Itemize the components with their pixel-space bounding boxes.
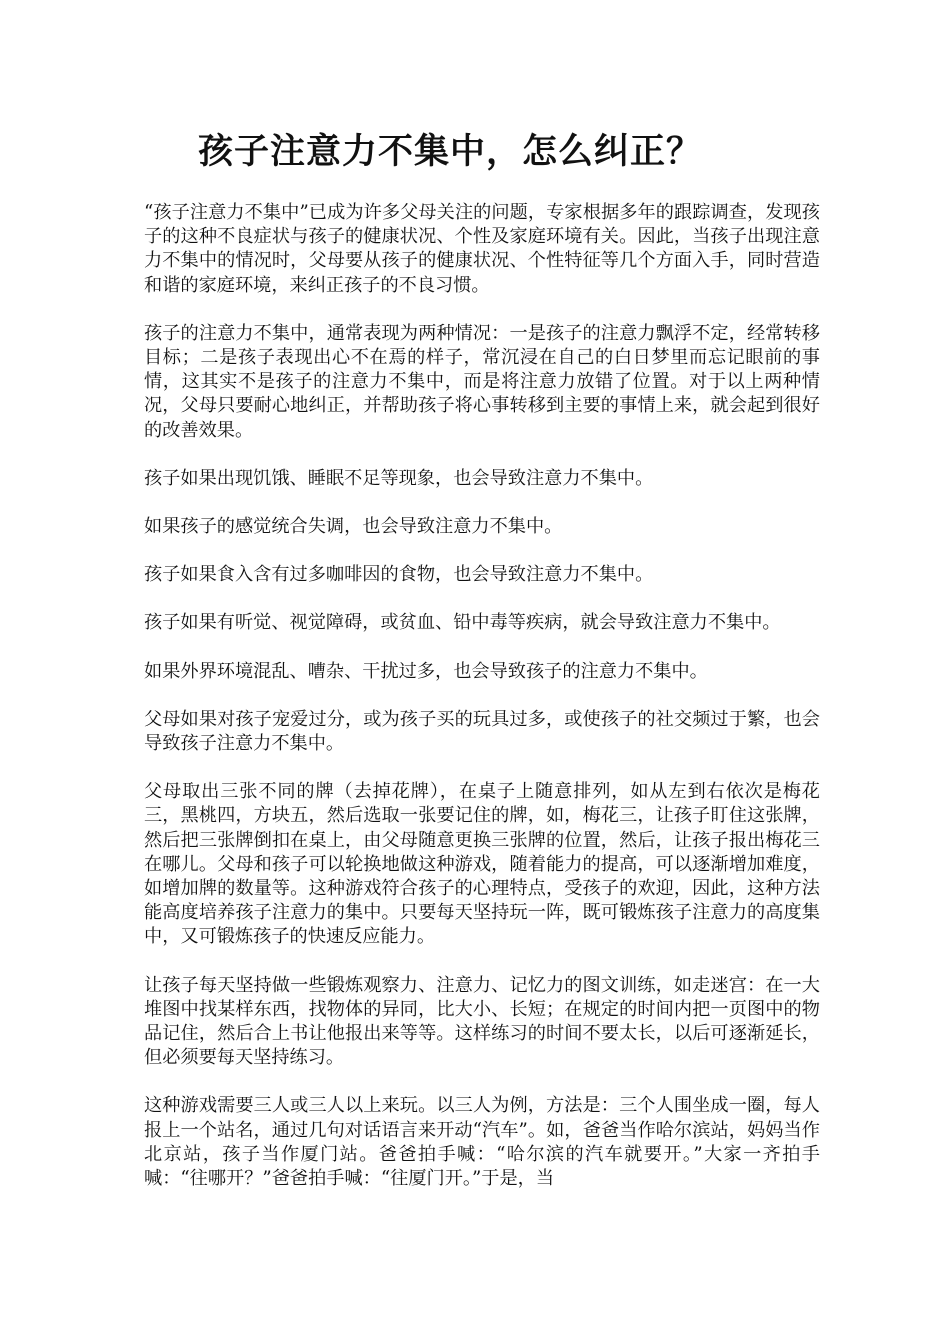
paragraph-cause-environment: 如果外界环境混乱、嘈杂、干扰过多，也会导致孩子的注意力不集中。 — [144, 660, 708, 682]
paragraph-cause-illness: 孩子如果有听觉、视觉障碍，或贫血、铅中毒等疾病，就会导致注意力不集中。 — [144, 612, 781, 634]
paragraph-cause-hunger: 孩子如果出现饥饿、睡眠不足等现象，也会导致注意力不集中。 — [144, 467, 654, 489]
paragraph-intro: “孩子注意力不集中”已成为许多父母关注的问题，专家根据多年的跟踪调查，发现孩子的这种不良症状与孩子的健康状况、个性及家庭环境有关。因此，当孩子出现注意力不集中的情况时，父母要从孩子的健康状况、个性特征等几个方面入手，同时营造和谐的家庭环境，来纠正孩子的不良习惯。 — [144, 202, 820, 296]
paragraph-cause-caffeine: 孩子如果食入含有过多咖啡因的食物，也会导致注意力不集中。 — [144, 564, 654, 586]
paragraph-card-game: 父母取出三张不同的牌（去掉花牌），在桌子上随意排列，如从左到右依次是梅花三，黑桃四，方块五，然后选取一张要记住的牌，如，梅花三，让孩子盯住这张牌，然后把三张牌倒扣在桌上，由父母随意更换三张牌的位置，然后，让孩子报出梅花三在哪儿。父母和孩子可以轮换地做这种游戏，随着能力的提高，可以逐渐增加难度，如增加牌的数量等。这种游戏符合孩子的心理特点，受孩子的欢迎，因此，这种方法能高度培养孩子注意力的集中。只要每天坚持玩一阵，既可锻炼孩子注意力的高度集中，又可锻炼孩子的快速反应能力。 — [144, 781, 820, 948]
document-body — [144, 201, 820, 1215]
paragraph-bus-game: 这种游戏需要三人或三人以上来玩。以三人为例，方法是：三个人围坐成一圈，每人报上一个站名，通过几句对话语言来开动“汽车”。如，爸爸当作哈尔滨站，妈妈当作北京站，孩子当作厦门站。爸爸拍手喊：“哈尔滨的汽车就要开。”大家一齐拍手喊：“往哪开？”爸爸拍手喊：“往厦门开。”于是，当 — [144, 1095, 820, 1190]
paragraph-symptoms: 孩子的注意力不集中，通常表现为两种情况：一是孩子的注意力飘浮不定，经常转移目标；二是孩子表现出心不在焉的样子，常沉浸在自己的白日梦里而忘记眼前的事情，这其实不是孩子的注意力不集中，而是将注意力放错了位置。对于以上两种情况，父母只要耐心地纠正，并帮助孩子将心事转移到主要的事情上来，就会起到很好的改善效果。 — [144, 322, 820, 441]
document-title: 孩子注意力不集中，怎么纠正？ — [197, 131, 702, 172]
paragraph-cause-spoiling: 父母如果对孩子宠爱过分，或为孩子买的玩具过多，或使孩子的社交频过于繁，也会导致孩子注意力不集中。 — [144, 708, 820, 755]
paragraph-picture-training: 让孩子每天坚持做一些锻炼观察力、注意力、记忆力的图文训练，如走迷宫：在一大堆图中找某样东西，找物体的异同，比大小、长短；在规定的时间内把一页图中的物品记住，然后合上书让他报出来等等。这样练习的时间不要太长，以后可逐渐延长，但必须要每天坚持练习。 — [144, 974, 820, 1069]
paragraph-cause-sensory: 如果孩子的感觉统合失调，也会导致注意力不集中。 — [144, 516, 563, 538]
